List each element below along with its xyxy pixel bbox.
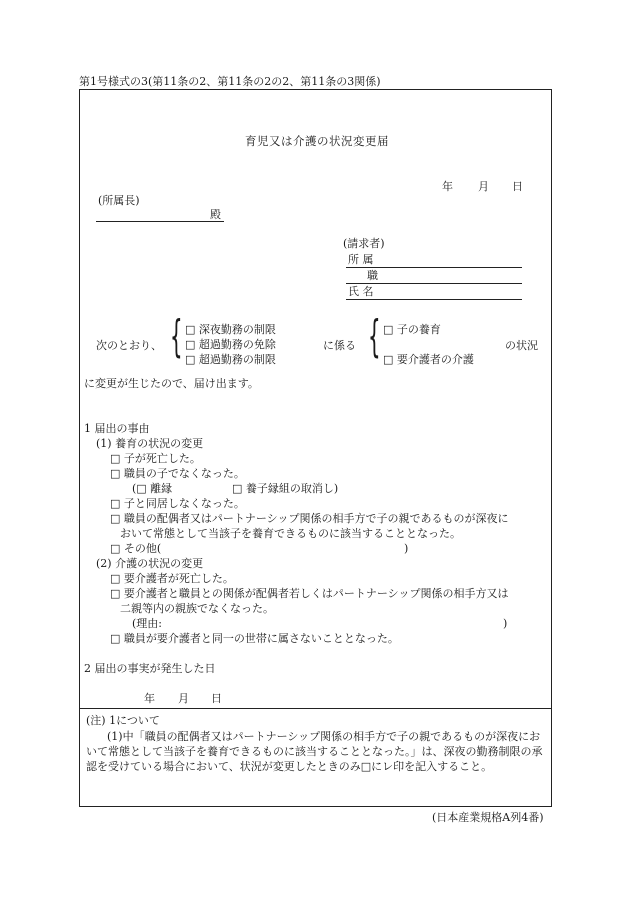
option-night-work[interactable]: □ 深夜勤務の制限 bbox=[185, 323, 276, 336]
applicant-name-label: 氏 名 bbox=[348, 285, 374, 298]
reason-not-cohabiting[interactable]: □ 子と同居しなくなった。 bbox=[110, 497, 245, 510]
occurrence-month-label: 月 bbox=[178, 692, 189, 705]
reason-relationship-ended[interactable]: □ 要介護者と職員との関係が配偶者若しくはパートナーシップ関係の相手方又は bbox=[110, 587, 509, 600]
applicant-dept-line[interactable] bbox=[346, 267, 522, 268]
addressee-honorific: 殿 bbox=[210, 208, 221, 221]
note-body: (1)中「職員の配偶者又はパートナーシップ関係の相手方で子の親であるものが深夜において常態として当該子を養育できるものに該当することとなった。」は、深夜の勤務制限の承認を受けている場合において、状況が変更したときのみ□にレ印を記入すること。 bbox=[86, 730, 543, 773]
section1-sub1-heading: (1) 養育の状況の変更 bbox=[96, 437, 204, 450]
intro-connector: に係る bbox=[323, 339, 356, 352]
note-label: (注) 1について bbox=[86, 714, 160, 727]
reason-child-died[interactable]: □ 子が死亡した。 bbox=[110, 452, 201, 465]
reason-spouse-can-care-cont: おいて常態として当該子を養育できるものに該当することとなった。 bbox=[120, 527, 461, 540]
applicant-job-line[interactable] bbox=[346, 283, 522, 284]
reason-no-longer-child[interactable]: □ 職員の子でなくなった。 bbox=[110, 467, 245, 480]
addressee-underline bbox=[96, 221, 224, 222]
option-overtime-exemption[interactable]: □ 超過勤務の免除 bbox=[185, 338, 276, 351]
section1-heading: 1 届出の事由 bbox=[84, 422, 150, 435]
reason-not-same-household[interactable]: □ 職員が要介護者と同一の世帯に属さないこととなった。 bbox=[110, 632, 399, 645]
applicant-name-line[interactable] bbox=[346, 299, 522, 300]
applicant-label: (請求者) bbox=[343, 237, 385, 250]
left-brace: { bbox=[170, 311, 183, 362]
section1-sub2-heading: (2) 介護の状況の変更 bbox=[96, 557, 204, 570]
reason-explanation-close: ) bbox=[503, 617, 508, 630]
paper-size-footer: (日本産業規格A列4番) bbox=[432, 811, 544, 824]
reason-cared-died[interactable]: □ 要介護者が死亡した。 bbox=[110, 572, 234, 585]
applicant-job-label: 職 bbox=[367, 269, 378, 282]
option-child-care[interactable]: □ 子の養育 bbox=[383, 323, 441, 336]
reason-spouse-can-care[interactable]: □ 職員の配偶者又はパートナーシップ関係の相手方で子の親であるものが深夜に bbox=[110, 512, 509, 525]
addressee-label: (所属長) bbox=[98, 194, 140, 207]
intro-suffix: の状況 bbox=[505, 339, 538, 352]
reason-adoption-cancel[interactable]: □ 養子縁組の取消し) bbox=[232, 482, 339, 495]
date-month-label: 月 bbox=[478, 180, 489, 193]
form-title: 育児又は介護の状況変更届 bbox=[245, 134, 389, 148]
date-year-label: 年 bbox=[442, 180, 453, 193]
right-brace: { bbox=[368, 311, 381, 362]
date-day-label: 日 bbox=[512, 180, 523, 193]
reason-other[interactable]: □ その他( bbox=[110, 542, 162, 555]
applicant-dept-label: 所 属 bbox=[348, 253, 374, 266]
reason-explanation[interactable]: (理由: bbox=[132, 617, 162, 630]
reason-other-close: ) bbox=[404, 542, 409, 555]
option-overtime-limit[interactable]: □ 超過勤務の制限 bbox=[185, 353, 276, 366]
reason-dissolution[interactable]: (□ 離縁 bbox=[132, 482, 173, 495]
intro-continuation: に変更が生じたので、届け出ます。 bbox=[84, 377, 259, 390]
section2-heading: 2 届出の事実が発生した日 bbox=[84, 662, 216, 675]
occurrence-day-label: 日 bbox=[211, 692, 222, 705]
form-reference: 第1号様式の3(第11条の2、第11条の2の2、第11条の3関係) bbox=[79, 75, 381, 88]
occurrence-year-label: 年 bbox=[144, 692, 155, 705]
intro-lead: 次のとおり、 bbox=[96, 339, 162, 352]
option-family-care[interactable]: □ 要介護者の介護 bbox=[383, 353, 474, 366]
reason-relationship-ended-cont: 二親等内の親族でなくなった。 bbox=[120, 602, 274, 615]
